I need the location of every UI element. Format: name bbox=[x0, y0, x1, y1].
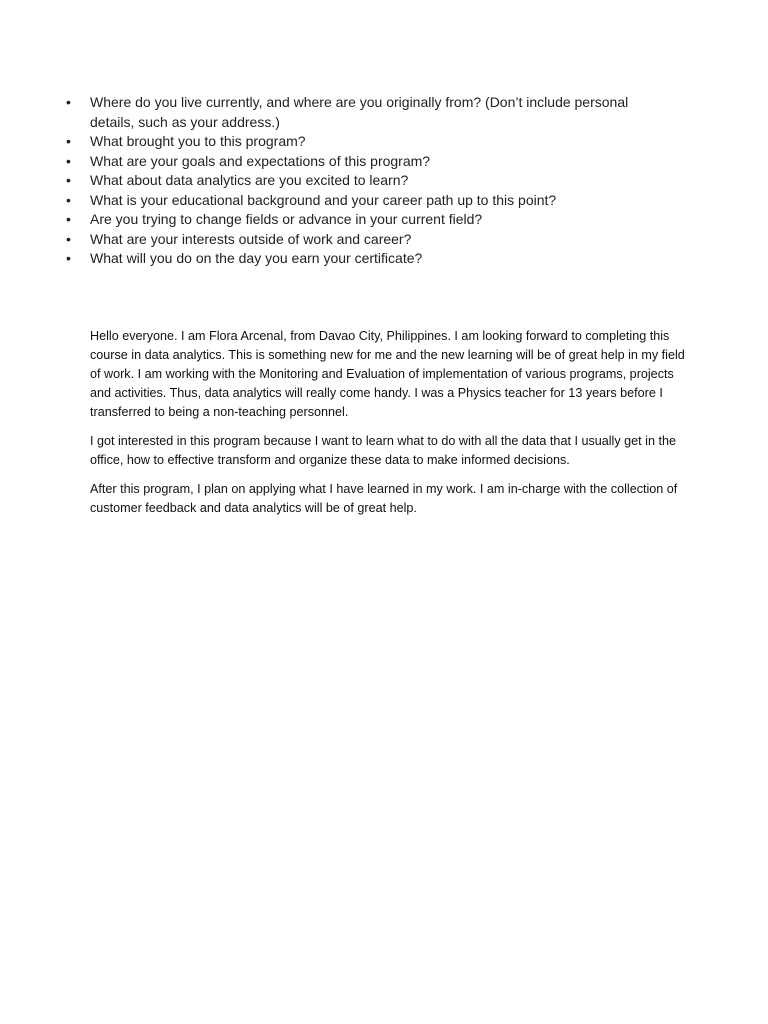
question-text: What brought you to this program? bbox=[90, 133, 306, 149]
question-text: What are your interests outside of work and career? bbox=[90, 230, 412, 247]
bullet-icon: • bbox=[66, 230, 71, 247]
bullet-icon: • bbox=[66, 250, 71, 266]
bullet-icon: • bbox=[66, 172, 71, 188]
bullet-icon: • bbox=[66, 133, 71, 149]
question-list bbox=[66, 93, 666, 269]
paragraph-plans: After this program, I plan on applying what I have learned in my work. I am in-charge with the collection of customer feedback and data analytics will be of great help. bbox=[90, 482, 678, 515]
bullet-icon: • bbox=[66, 152, 71, 169]
bullet-icon: • bbox=[66, 211, 71, 227]
question-text: What will you do on the day you earn your certificate? bbox=[90, 250, 423, 266]
paragraph-motivation: I got interested in this program because I want to learn what to do with all the data that I usually get in the office, how to effective transform and organize these data to make informed decisions. bbox=[90, 434, 676, 467]
list-item bbox=[66, 230, 666, 250]
list-item bbox=[66, 132, 666, 152]
question-text: What is your educational background and your career path up to this point? bbox=[90, 191, 557, 208]
list-item bbox=[66, 93, 666, 132]
list-item bbox=[66, 191, 666, 211]
paragraph-introduction: Hello everyone. I am Flora Arcenal, from Davao City, Philippines. I am looking forward to completing this course in data analytics. This is something new for me and the new learning will be of great help in my field of work. I am working with the Monitoring and Evaluation of implementation of various programs, projects and activities. Thus, data analytics will really come handy. I was a Physics teacher for 13 years before I transferred to being a non-teaching personnel. bbox=[90, 329, 685, 419]
list-item bbox=[66, 152, 666, 172]
introduction-body bbox=[90, 327, 690, 528]
question-text: What are your goals and expectations of this program? bbox=[90, 152, 431, 169]
list-item bbox=[66, 210, 666, 230]
bullet-icon: • bbox=[66, 191, 71, 208]
question-text: Where do you live currently, and where are you originally from? (Don’t include personal details, such as your address.) bbox=[90, 94, 629, 130]
question-text: Are you trying to change fields or advance in your current field? bbox=[90, 211, 483, 227]
bullet-icon: • bbox=[66, 94, 71, 110]
list-item bbox=[66, 249, 666, 269]
question-text: What about data analytics are you excited to learn? bbox=[90, 172, 409, 188]
list-item bbox=[66, 171, 666, 191]
